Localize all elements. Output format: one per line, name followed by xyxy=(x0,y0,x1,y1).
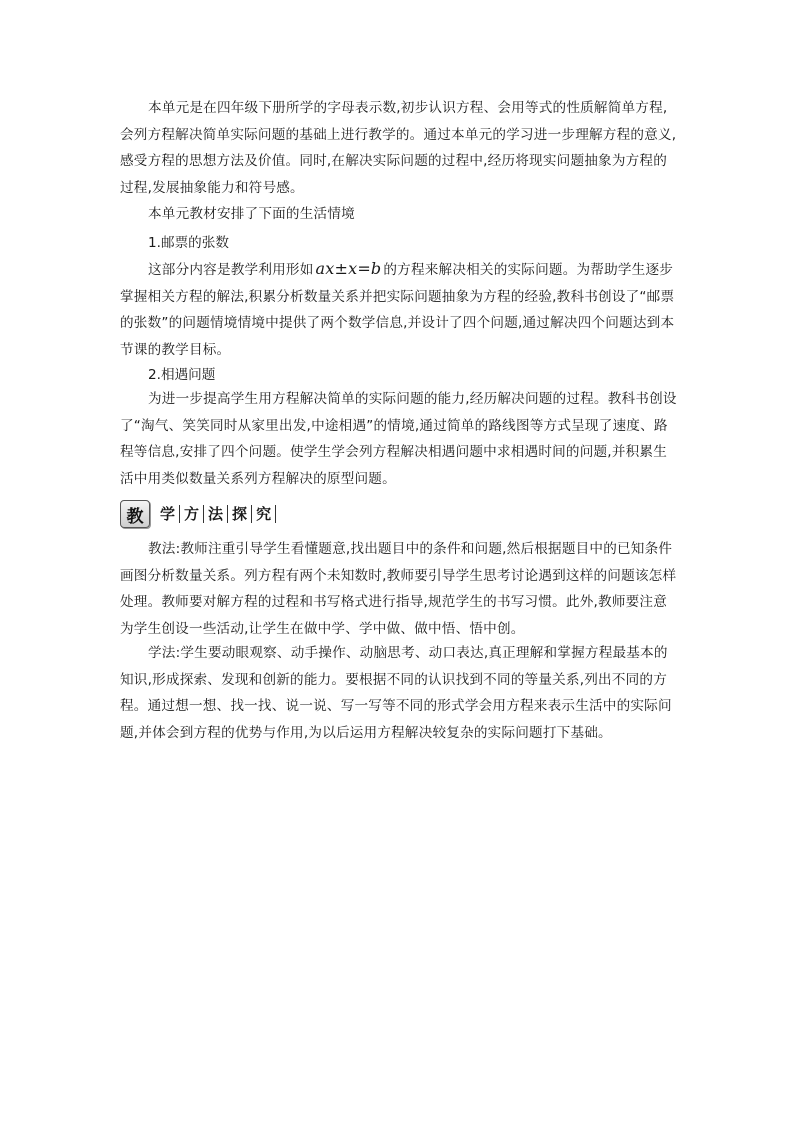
heading-stamps: 1.邮票的张数 xyxy=(148,235,229,251)
section-title xyxy=(156,505,276,523)
heading-meeting: 2.相遇问题 xyxy=(148,367,216,383)
formula: ax±x=b xyxy=(315,259,382,278)
section-title-char: 方 xyxy=(180,505,204,523)
section-title-char: 探 xyxy=(228,505,252,523)
section-title-char: 法 xyxy=(204,505,228,523)
section-title-char: 学 xyxy=(156,505,180,523)
stamps-text-after: 的方程来解决相关的实际问题。为帮助学生逐步掌握相关方程的解法,积累分析数量关系并把实际问题抽象为方程的经验,教科书创设了“邮票的张数”的问题情境情境中提供了两个数学信息,并设计了四个问题,通过解决四个问题达到本节课的教学目标。 xyxy=(120,262,675,358)
teaching-method-paragraph: 教法:教师注重引导学生看懂题意,找出题目中的条件和问题,然后根据题目中的已知条件画图分析数量关系。列方程有两个未知数时,教师要引导学生思考讨论遇到这样的问题该怎样处理。教师要对解方程的过程和书写格式进行指导,规范学生的书写习惯。此外,教师要注意为学生创设一些活动,让学生在做中学、学中做、做中悟、悟中创。 xyxy=(120,541,677,637)
meeting-paragraph: 为进一步提高学生用方程解决简单的实际问题的能力,经历解决问题的过程。教科书创设了“淘气、笑笑同时从家里出发,中途相遇”的情境,通过简单的路线图等方式呈现了速度、路程等信息,安排了四个问题。使学生学会列方程解决相遇问题中求相遇时间的问题,并积累生活中用类似数量关系列方程解决的原型问题。 xyxy=(120,391,677,487)
section-title-char: 究 xyxy=(252,505,276,523)
intro-paragraph: 本单元是在四年级下册所学的字母表示数,初步认识方程、会用等式的性质解简单方程,会列方程解决简单实际问题的基础上进行教学的。通过本单元的学习进一步理解方程的意义,感受方程的思想方法及价值。同时,在解决实际问题的过程中,经历将现实问题抽象为方程的过程,发展抽象能力和符号感。 xyxy=(120,100,677,196)
stamps-text-before: 这部分内容是教学利用形如 xyxy=(148,262,314,278)
situations-intro: 本单元教材安排了下面的生活情境 xyxy=(148,206,355,222)
section-header-teaching-methods xyxy=(120,499,276,529)
section-badge: 教 xyxy=(120,500,150,528)
stamps-paragraph xyxy=(120,256,680,363)
learning-method-paragraph: 学法:学生要动眼观察、动手操作、动脑思考、动口表达,真正理解和掌握方程最基本的知识,形成探索、发现和创新的能力。要根据不同的认识找到不同的等量关系,列出不同的方程。通过想一想、找一找、说一说、写一写等不同的形式学会用方程来表示生活中的实际问题,并体会到方程的优势与作用,为以后运用方程解决较复杂的实际问题打下基础。 xyxy=(120,645,672,741)
